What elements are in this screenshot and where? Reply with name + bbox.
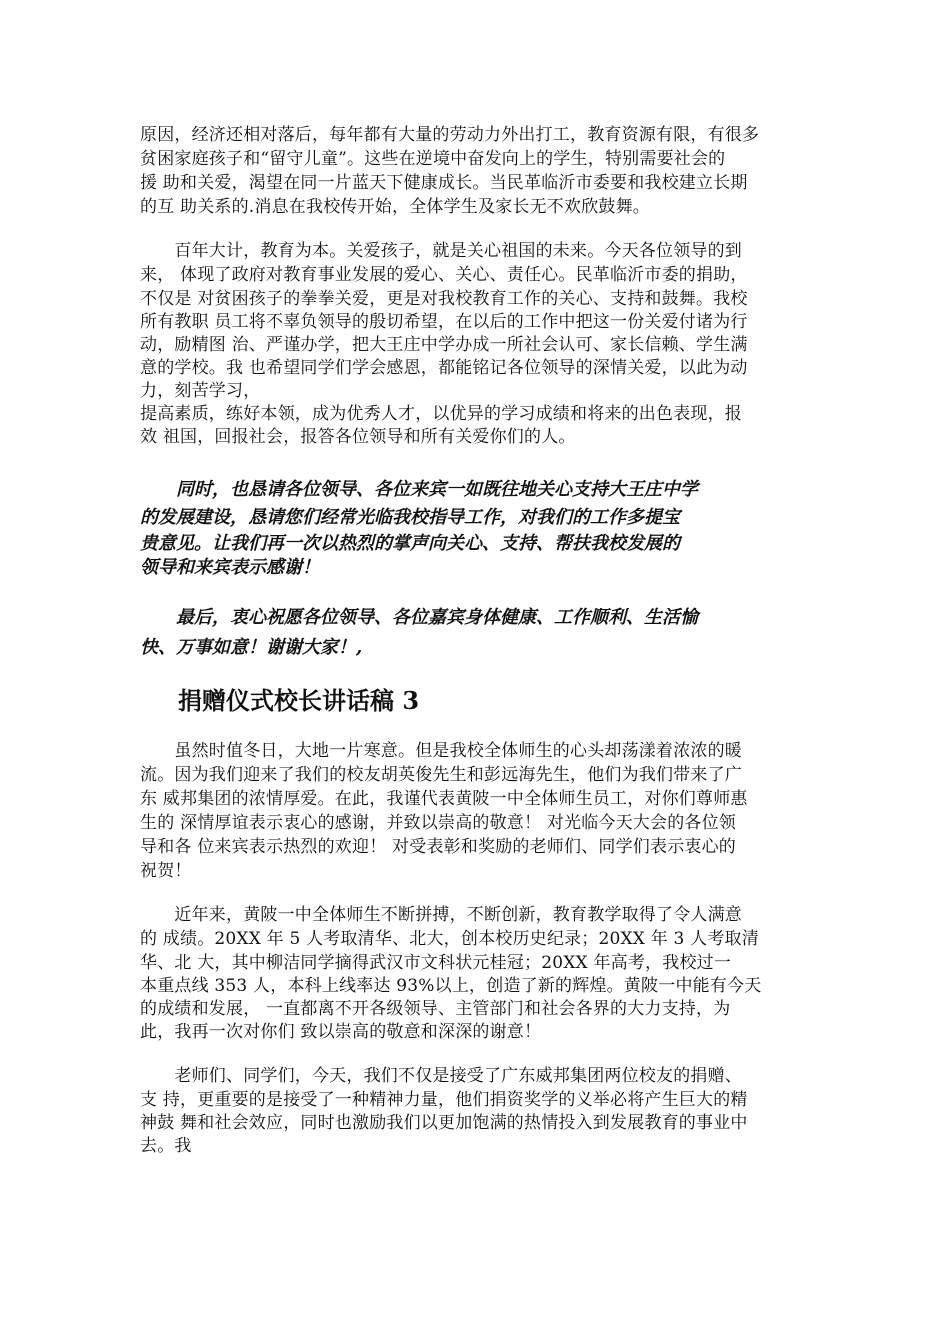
emphasis-line: 快、万事如意！谢谢大家！, bbox=[140, 637, 363, 658]
text-line: 所有教职 员工将不辜负领导的殷切希望，在以后的工作中把这一份关爱付诸为行 bbox=[140, 312, 748, 332]
text-line: 华、北 大，其中柳洁同学摘得武汉市文科状元桂冠；20XX 年高考，我校过一 bbox=[140, 953, 732, 973]
text-line: 动，励精图 治、严谨办学，把大王庄中学办成一所社会认可、家长信赖、学生满 bbox=[140, 335, 748, 355]
text-line: 原因，经济还相对落后，每年都有大量的劳动力外出打工，教育资源有限，有很多 bbox=[140, 125, 760, 145]
section-heading: 捐赠仪式校长讲话稿 3 bbox=[178, 686, 420, 715]
text-line: 的互 助关系的.消息在我校传开始，全体学生及家长无不欢欣鼓舞。 bbox=[140, 197, 651, 217]
emphasis-line: 的发展建设，恳请您们经常光临我校指导工作，对我们的工作多提宝 bbox=[140, 507, 680, 528]
text-line: 的 成绩。20XX 年 5 人考取清华、北大，创本校历史纪录；20XX 年 3 人考取清 bbox=[140, 929, 759, 949]
emphasis-line: 领导和来宾表示感谢！ bbox=[140, 557, 320, 578]
text-line: 意的学校。我 也希望同学们学会感恩，都能铭记各位领导的深情关爱，以此为动 bbox=[140, 358, 748, 378]
text-line: 东 威邦集团的浓情厚爱。在此，我谨代表黄陂一中全体师生员工，对你们尊师惠 bbox=[140, 789, 748, 809]
text-line: 支 持，更重要的是接受了一种精神力量，他们捐资奖学的义举必将产生巨大的精 bbox=[140, 1090, 748, 1110]
text-line: 老师们、同学们，今天，我们不仅是接受了广东威邦集团两位校友的捐赠、 bbox=[140, 1066, 742, 1086]
text-line: 贫困家庭孩子和“留守儿童”。这些在逆境中奋发向上的学生，特别需要社会的 bbox=[140, 149, 726, 169]
text-line: 百年大计，教育为本。关爱孩子，就是关心祖国的未来。今天各位领导的到 bbox=[140, 241, 742, 261]
text-line: 来， 体现了政府对教育事业发展的爱心、关心、责任心。民革临沂市委的捐助， bbox=[140, 265, 748, 285]
text-line: 此，我再一次对你们 致以崇高的敬意和深深的谢意！ bbox=[140, 1022, 542, 1042]
text-line: 近年来，黄陂一中全体师生不断拼搏，不断创新，教育教学取得了令人满意 bbox=[140, 905, 742, 925]
text-line: 本重点线 353 人，本科上线率达 93%以上，创造了新的辉煌。黄陂一中能有今天 bbox=[140, 976, 762, 996]
text-line: 导和各 位来宾表示热烈的欢迎！ 对受表彰和奖励的老师们、同学们表示衷心的 bbox=[140, 837, 737, 857]
emphasis-line: 贵意见。让我们再一次以热烈的掌声向关心、支持、帮扶我校发展的 bbox=[140, 533, 680, 554]
text-line: 援 助和关爱，渴望在同一片蓝天下健康成长。当民革临沂市委要和我校建立长期 bbox=[140, 173, 748, 193]
text-line: 不仅是 对贫困孩子的拳拳关爱，更是对我校教育工作的关心、支持和鼓舞。我校 bbox=[140, 289, 748, 309]
text-line: 力，刻苦学习， bbox=[140, 381, 261, 401]
text-line: 提高素质，练好本领，成为优秀人才，以优异的学习成绩和将来的出色表现，报 bbox=[140, 404, 742, 424]
text-line: 祝贺！ bbox=[140, 861, 192, 881]
text-line: 生的 深情厚谊表示衷心的感谢，并致以崇高的敬意！ 对光临今天大会的各位领 bbox=[140, 813, 737, 833]
emphasis-line: 同时，也恳请各位领导、各位来宾一如既往地关心支持大王庄中学 bbox=[140, 479, 698, 500]
text-line: 的成绩和发展， 一直都离不开各级领导、主管部门和社会各界的大力支持，为 bbox=[140, 999, 731, 1019]
emphasis-line: 最后，衷心祝愿各位领导、各位嘉宾身体健康、工作顺利、生活愉 bbox=[140, 607, 698, 628]
text-line: 效 祖国，回报社会，报答各位领导和所有关爱你们的人。 bbox=[140, 427, 576, 447]
text-line: 虽然时值冬日，大地一片寒意。但是我校全体师生的心头却荡漾着浓浓的暖 bbox=[140, 741, 742, 761]
text-line: 神鼓 舞和社会效应，同时也激励我们以更加饱满的热情投入到发展教育的事业中 bbox=[140, 1113, 748, 1133]
text-line: 去。我 bbox=[140, 1136, 192, 1156]
text-line: 流。因为我们迎来了我们的校友胡英俊先生和彭远海先生，他们为我们带来了广 bbox=[140, 765, 742, 785]
